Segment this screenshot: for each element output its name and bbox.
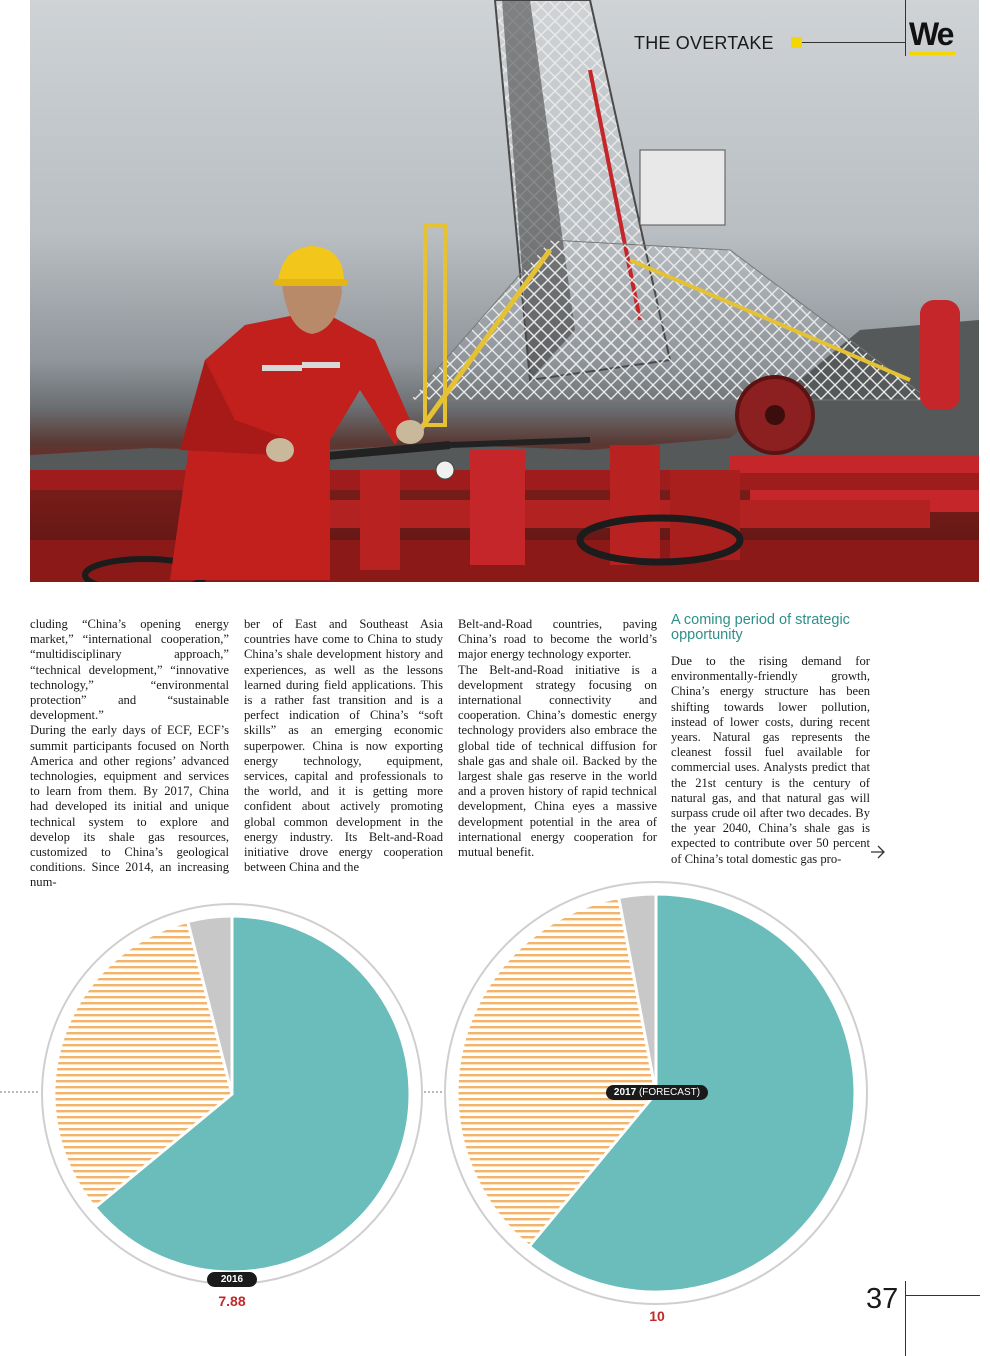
- pie-chart-canvas: [0, 870, 990, 1340]
- page-number-rule: [905, 1295, 980, 1296]
- magazine-logo: We: [909, 16, 953, 52]
- paragraph: cluding “China’s opening energy market,” “international cooperation,” “multidisciplinary approach,” “technical development,” “innovative technology,” “environmental protection” and “sustainable development.”: [30, 617, 229, 723]
- paragraph: Belt-and-Road countries, paving China’s road to become the world’s major energy technology exporter.: [458, 617, 657, 662]
- subheading: A coming period of strategic opportunity: [671, 612, 850, 643]
- article-column-1: [30, 617, 229, 891]
- drilling-rig-illustration: [30, 0, 979, 582]
- article-column-3: [458, 617, 657, 860]
- paragraph: ber of East and Southeast Asia countries have come to China to study China’s shale development history and experiences, as well as the lessons learned during field applications. This is a rather fast transition and is a perfect indication of China’s “soft skills” as an emerging economic superpower. China is now exporting energy technology, equipment, services, capital and professionals to the world, and it is getting more confident about actively promoting global common development in the energy industry. Its Belt-and-Road initiative drove energy cooperation between China and the: [244, 617, 443, 875]
- paragraph: During the early days of ECF, ECF’s summit participants focused on North America and other regions’ advanced technologies, equipment and services to learn from them. By 2017, China had developed its initial and unique technical system to explore and develop its shale gas resources, customized to China’s geological conditions. Since 2014, an increasing num-: [30, 723, 229, 890]
- article-column-4: [671, 654, 870, 867]
- paragraph: Due to the rising demand for environmentally-friendly growth, China’s energy structure has been shifting towards lower pollution, instead of lower costs, during recent years. Natural gas represents the cleanest fossil fuel available for commercial uses. Analysts predict that the 21st century is the century of natural gas, and that natural gas will surpass crude oil after two decades. By the year 2040, China’s shale gas is expected to contribute over 50 percent of China’s total domestic gas pro-: [671, 654, 870, 866]
- logo-underline: [909, 52, 955, 55]
- pie-label-2017-forecast: 2017 (FORECAST): [606, 1085, 708, 1100]
- continue-arrow-icon: [870, 844, 886, 860]
- pie-value-2017: 10: [649, 1308, 665, 1324]
- page-number: 37: [866, 1283, 899, 1315]
- header-rule: [802, 42, 905, 43]
- accent-square: [791, 37, 802, 48]
- pie-value-2016: 7.88: [218, 1293, 246, 1309]
- header-photo: [30, 0, 979, 582]
- pie-charts: [0, 870, 990, 1340]
- header-vertical-rule: [905, 0, 906, 56]
- pie-2016: [42, 904, 422, 1284]
- article-column-2: [244, 617, 443, 875]
- page-number-rule: [905, 1281, 906, 1356]
- section-title: THE OVERTAKE: [634, 33, 774, 53]
- pie-label-2016: 2016: [207, 1272, 257, 1287]
- paragraph: The Belt-and-Road initiative is a development strategy focusing on international connectivity and cooperation. China’s domestic energy technology providers also embrace the global tide of technical diffusion for shale gas and shale oil. Backed by the largest shale gas reserve in the world and a proven history of rapid technical development, China eyes a massive development potential in the area of international energy cooperation for mutual benefit.: [458, 662, 657, 860]
